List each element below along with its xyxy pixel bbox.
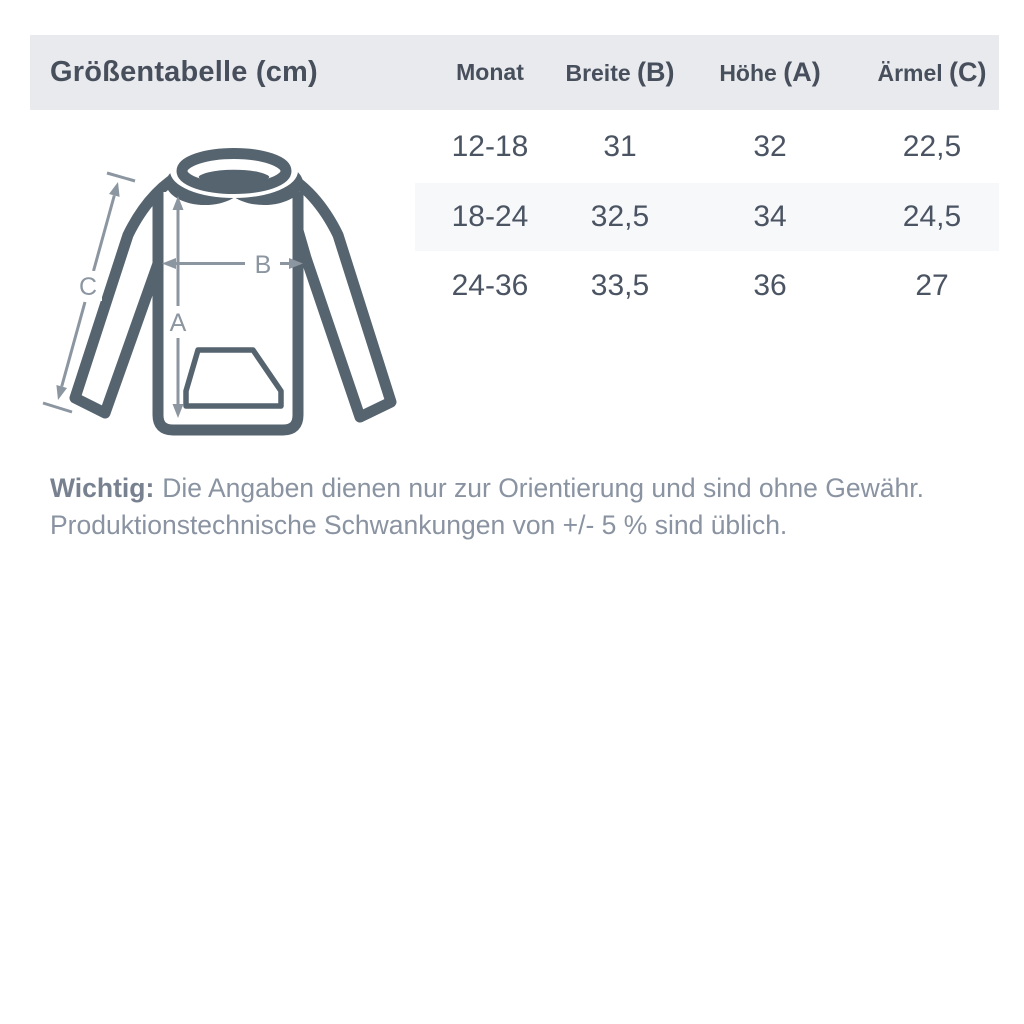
column-header-breite [565,57,675,88]
column-header-hoehe [675,57,865,88]
arrow-c-bottom-head [56,385,67,400]
tick-c-bottom [43,403,72,412]
column-label: Ärmel [877,60,943,86]
table-header-row [30,35,999,110]
cell-hoehe: 34 [753,200,787,233]
column-label: Breite [565,60,631,86]
cell-hoehe: 36 [753,268,787,302]
label-width-b: B [254,251,272,279]
column-unit: (A) [783,57,821,87]
cell-aermel: 27 [915,268,949,302]
column-unit: (B) [637,57,675,87]
cell-breite: 31 [603,129,637,163]
note-line1: Die Angaben dienen nur zur Orientierung und sind ohne Gewähr. [162,473,924,503]
cell-aermel: 22,5 [902,129,962,163]
cell-monat: 12-18 [451,129,529,163]
column-header-aermel [865,57,999,88]
hoodie-measurement-diagram [20,130,450,470]
cell-breite: 33,5 [590,268,650,302]
hoodie-illustration [20,130,450,470]
page-title: Größentabelle (cm) [50,56,318,88]
cell-monat: 18-24 [451,200,529,233]
arrow-c-line-top [94,196,115,272]
label-height-a: A [169,309,187,337]
cell-hoehe: 32 [753,129,787,163]
column-unit: (C) [949,57,987,87]
cell-aermel: 24,5 [902,200,962,233]
table-row [415,183,999,251]
tick-c-top [107,173,135,181]
cell-breite: 32,5 [590,200,650,233]
label-sleeve-c: C [78,273,98,301]
column-label: Monat [456,59,524,85]
note-line2: Produktionstechnische Schwankungen von +/- 5 % sind üblich. [50,510,788,540]
table-row [415,110,999,183]
arrow-c-top-head [109,182,120,197]
disclaimer-note [50,470,980,544]
cell-monat: 24-36 [451,268,529,302]
table-row [415,251,999,320]
column-label: Höhe [719,60,777,86]
column-header-monat [415,59,565,86]
note-lead: Wichtig: [50,473,155,503]
